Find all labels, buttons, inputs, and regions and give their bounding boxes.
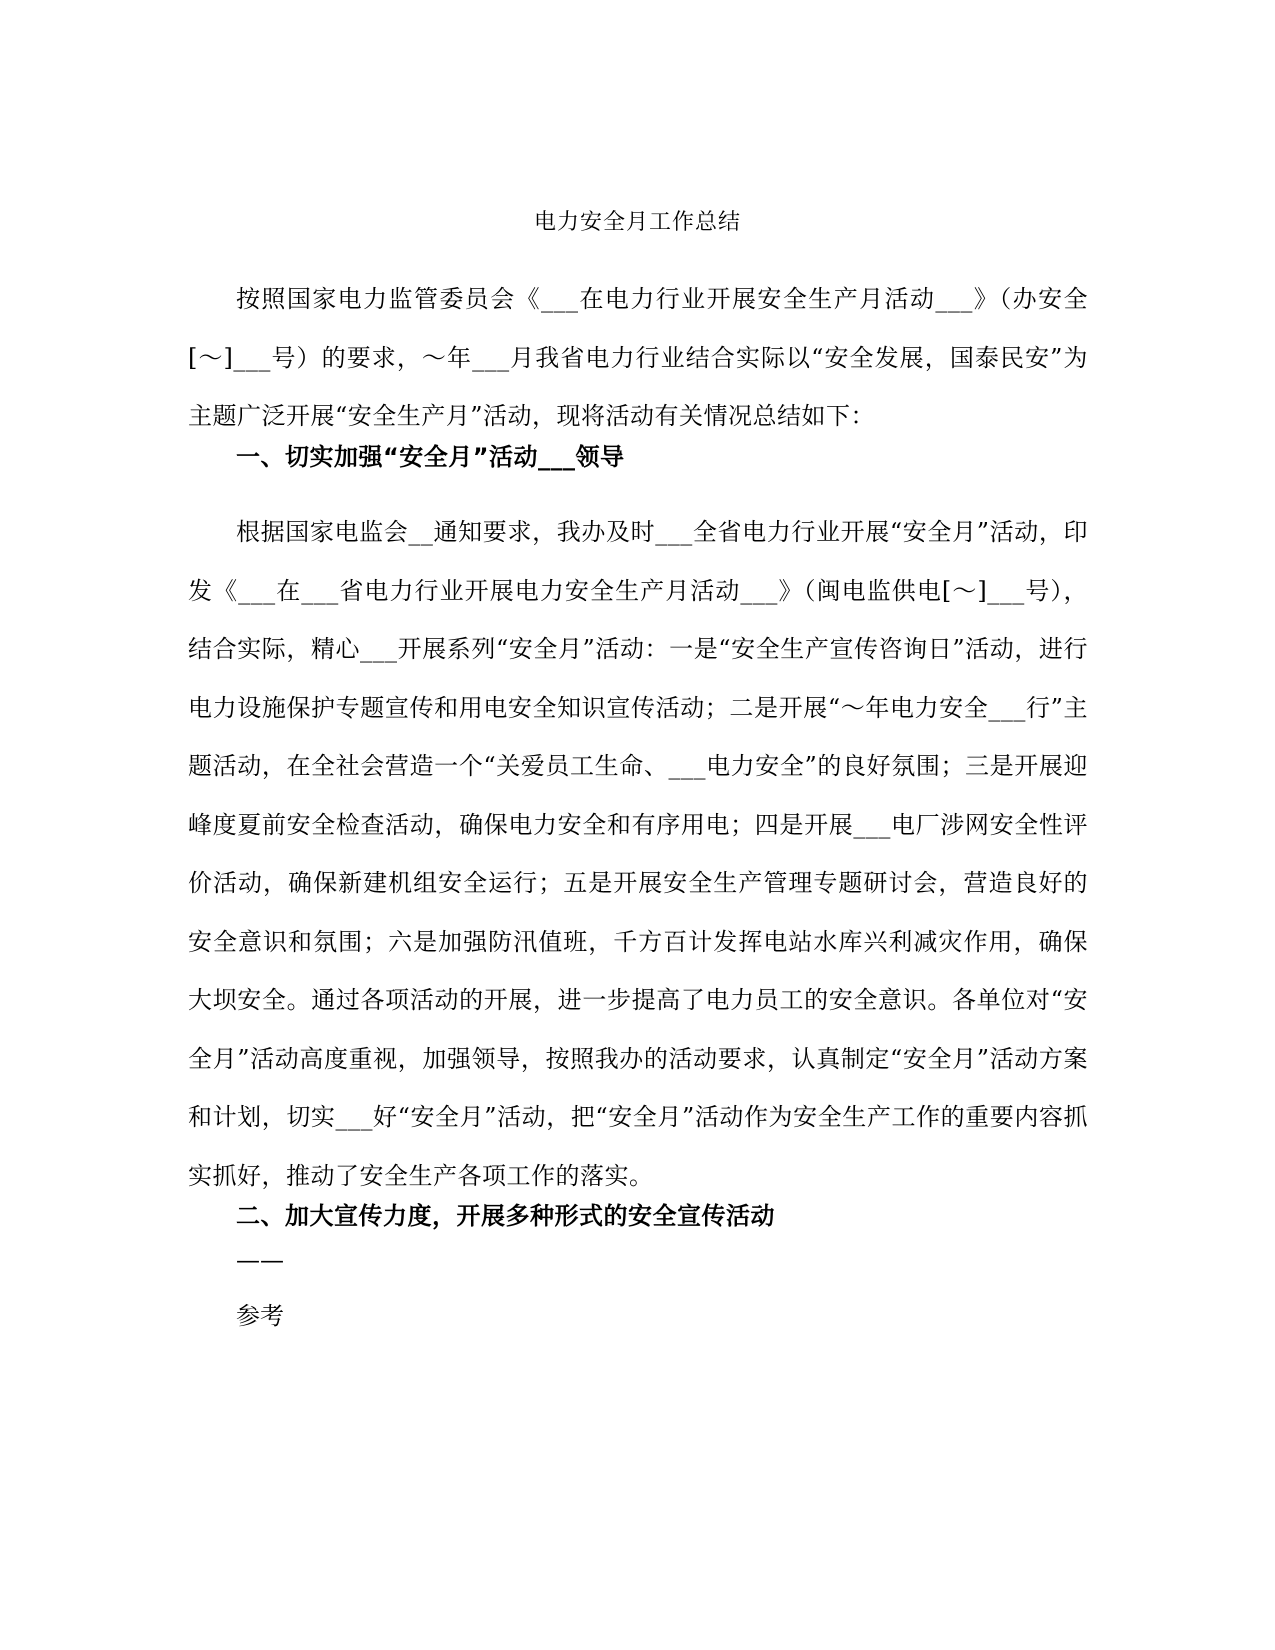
dash-line: —— bbox=[236, 1246, 284, 1274]
intro-paragraph: 按照国家电力监管委员会《___在电力行业开展安全生产月活动___》（办安全[～]___号）的要求，～年___月我省电力行业结合实际以“安全发展，国泰民安”为主题广泛开展“安全生产月”活动，现将活动有关情况总结如下： bbox=[188, 285, 1088, 430]
section-2-heading: 二、加大宣传力度，开展多种形式的安全宣传活动 bbox=[236, 1202, 775, 1230]
reference-label: 参考 bbox=[236, 1302, 284, 1330]
section-1-heading: 一、切实加强“安全月”活动___领导 bbox=[236, 443, 625, 471]
document-title: 电力安全月工作总结 bbox=[533, 210, 741, 235]
section-1-body: 根据国家电监会__通知要求，我办及时___全省电力行业开展“安全月”活动，印发《___在___省电力行业开展电力安全生产月活动___》（闽电监供电[～]___号），结合实际，精心___开展系列“安全月”活动：一是“安全生产宣传咨询日”活动，进行电力设施保护专题宣传和用电安全知识宣传活动；二是开展“～年电力安全___行”主题活动，在全社会营造一个“关爱员工生命、___电力安全”的良好氛围；三是开展迎峰度夏前安全检查活动，确保电力安全和有序用电；四是开展___电厂涉网安全性评价活动，确保新建机组安全运行；五是开展安全生产管理专题研讨会，营造良好的安全意识和氛围；六是加强防汛值班，千方百计发挥电站水库兴利减灾作用，确保大坝安全。通过各项活动的开展，进一步提高了电力员工的安全意识。各单位对“安全月”活动高度重视，加强领导，按照我办的活动要求，认真制定“安全月”活动方案和计划，切实___好“安全月”活动，把“安全月”活动作为安全生产工作的重要内容抓实抓好，推动了安全生产各项工作的落实。 bbox=[188, 518, 1088, 1190]
